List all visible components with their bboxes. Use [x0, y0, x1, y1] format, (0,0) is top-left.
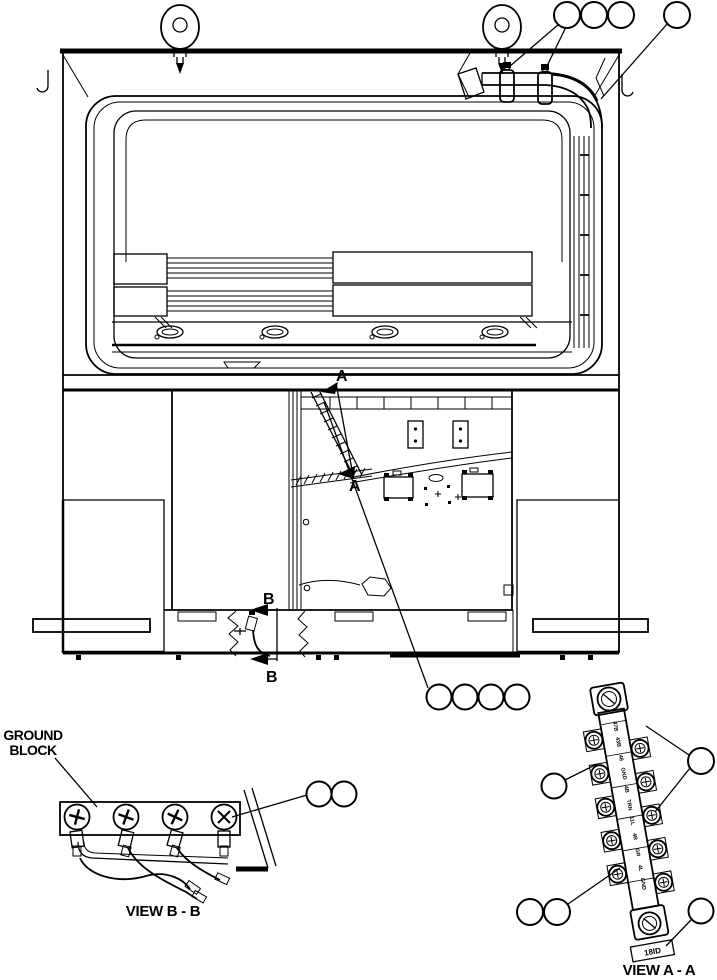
terminal-code: 43B — [613, 736, 622, 748]
terminal-code: GND — [638, 877, 647, 891]
right-support-bar — [533, 619, 648, 632]
rocker-switch — [408, 421, 423, 448]
terminal-strip-installed — [311, 390, 362, 477]
view-aa-label: VIEW A - A — [622, 962, 696, 979]
ground-screw — [163, 805, 188, 857]
callout-balloon — [479, 685, 504, 710]
section-label-b: B — [263, 591, 275, 608]
callout-balloon — [608, 2, 634, 28]
callout-balloon — [689, 899, 714, 924]
callout-balloon — [453, 685, 478, 710]
break-line — [228, 611, 238, 656]
break-line — [298, 611, 308, 657]
cab-rear-view — [33, 51, 648, 660]
section-arrow-b-bottom — [250, 653, 268, 665]
terminal-code: 4B — [622, 785, 630, 794]
ground-block — [60, 802, 240, 835]
section-label-a: A — [349, 478, 361, 495]
lifting-eye-right — [483, 5, 521, 74]
callout-balloon — [307, 782, 332, 807]
ground-wire-detail — [234, 611, 270, 656]
callout-balloon — [505, 685, 530, 710]
terminal-code: GND — [619, 767, 628, 781]
terminal-code: 11L — [627, 815, 636, 826]
terminal-code: 47B — [611, 720, 619, 732]
view-bb-label: VIEW B - B — [125, 903, 201, 920]
section-label-b: B — [266, 669, 278, 686]
section-label-a: A — [336, 368, 348, 385]
view-aa-terminal-strip — [517, 680, 714, 979]
sill-vents — [112, 326, 572, 368]
left-hook — [37, 70, 48, 92]
callout-balloon — [427, 685, 452, 710]
relay-box — [462, 468, 493, 500]
terminal-code: 48 — [616, 754, 624, 762]
lower-compartment — [172, 390, 513, 610]
left-support-bar — [33, 619, 150, 632]
callout-balloon — [554, 2, 580, 28]
wiring-harness — [458, 62, 602, 128]
base-frame — [33, 500, 648, 660]
wire-connector — [299, 577, 391, 596]
ground-block-label-line1: GROUND — [3, 727, 63, 743]
ground-block-view — [3, 727, 356, 920]
terminal-id-tag — [630, 940, 674, 962]
callout-balloon — [544, 899, 570, 925]
terminal-code: TRN — [624, 799, 633, 812]
rear-window — [86, 96, 602, 374]
callout-balloon — [542, 774, 567, 799]
rocker-switch — [453, 421, 468, 448]
callout-balloon — [332, 782, 357, 807]
ground-block-label-line2: BLOCK — [9, 742, 57, 758]
terminal-code: GR — [633, 847, 641, 858]
right-hook — [622, 74, 633, 96]
relay-box — [384, 471, 413, 501]
callout-balloons-harness-row — [324, 402, 530, 710]
callout-balloon — [664, 2, 690, 28]
ground-wires — [78, 842, 230, 903]
section-a-cutline — [321, 368, 361, 495]
window-rail-assembly — [112, 252, 572, 328]
callout-balloon — [517, 899, 543, 925]
lifting-eye-left — [161, 5, 199, 74]
ground-screw — [212, 805, 237, 857]
terminal-code: 4L — [636, 864, 644, 872]
ground-screw — [114, 805, 139, 857]
terminal-tag-text: 18ID — [643, 945, 662, 958]
callout-balloon — [688, 748, 714, 774]
callout-balloon — [581, 2, 607, 28]
terminal-code: 4R — [630, 832, 638, 841]
